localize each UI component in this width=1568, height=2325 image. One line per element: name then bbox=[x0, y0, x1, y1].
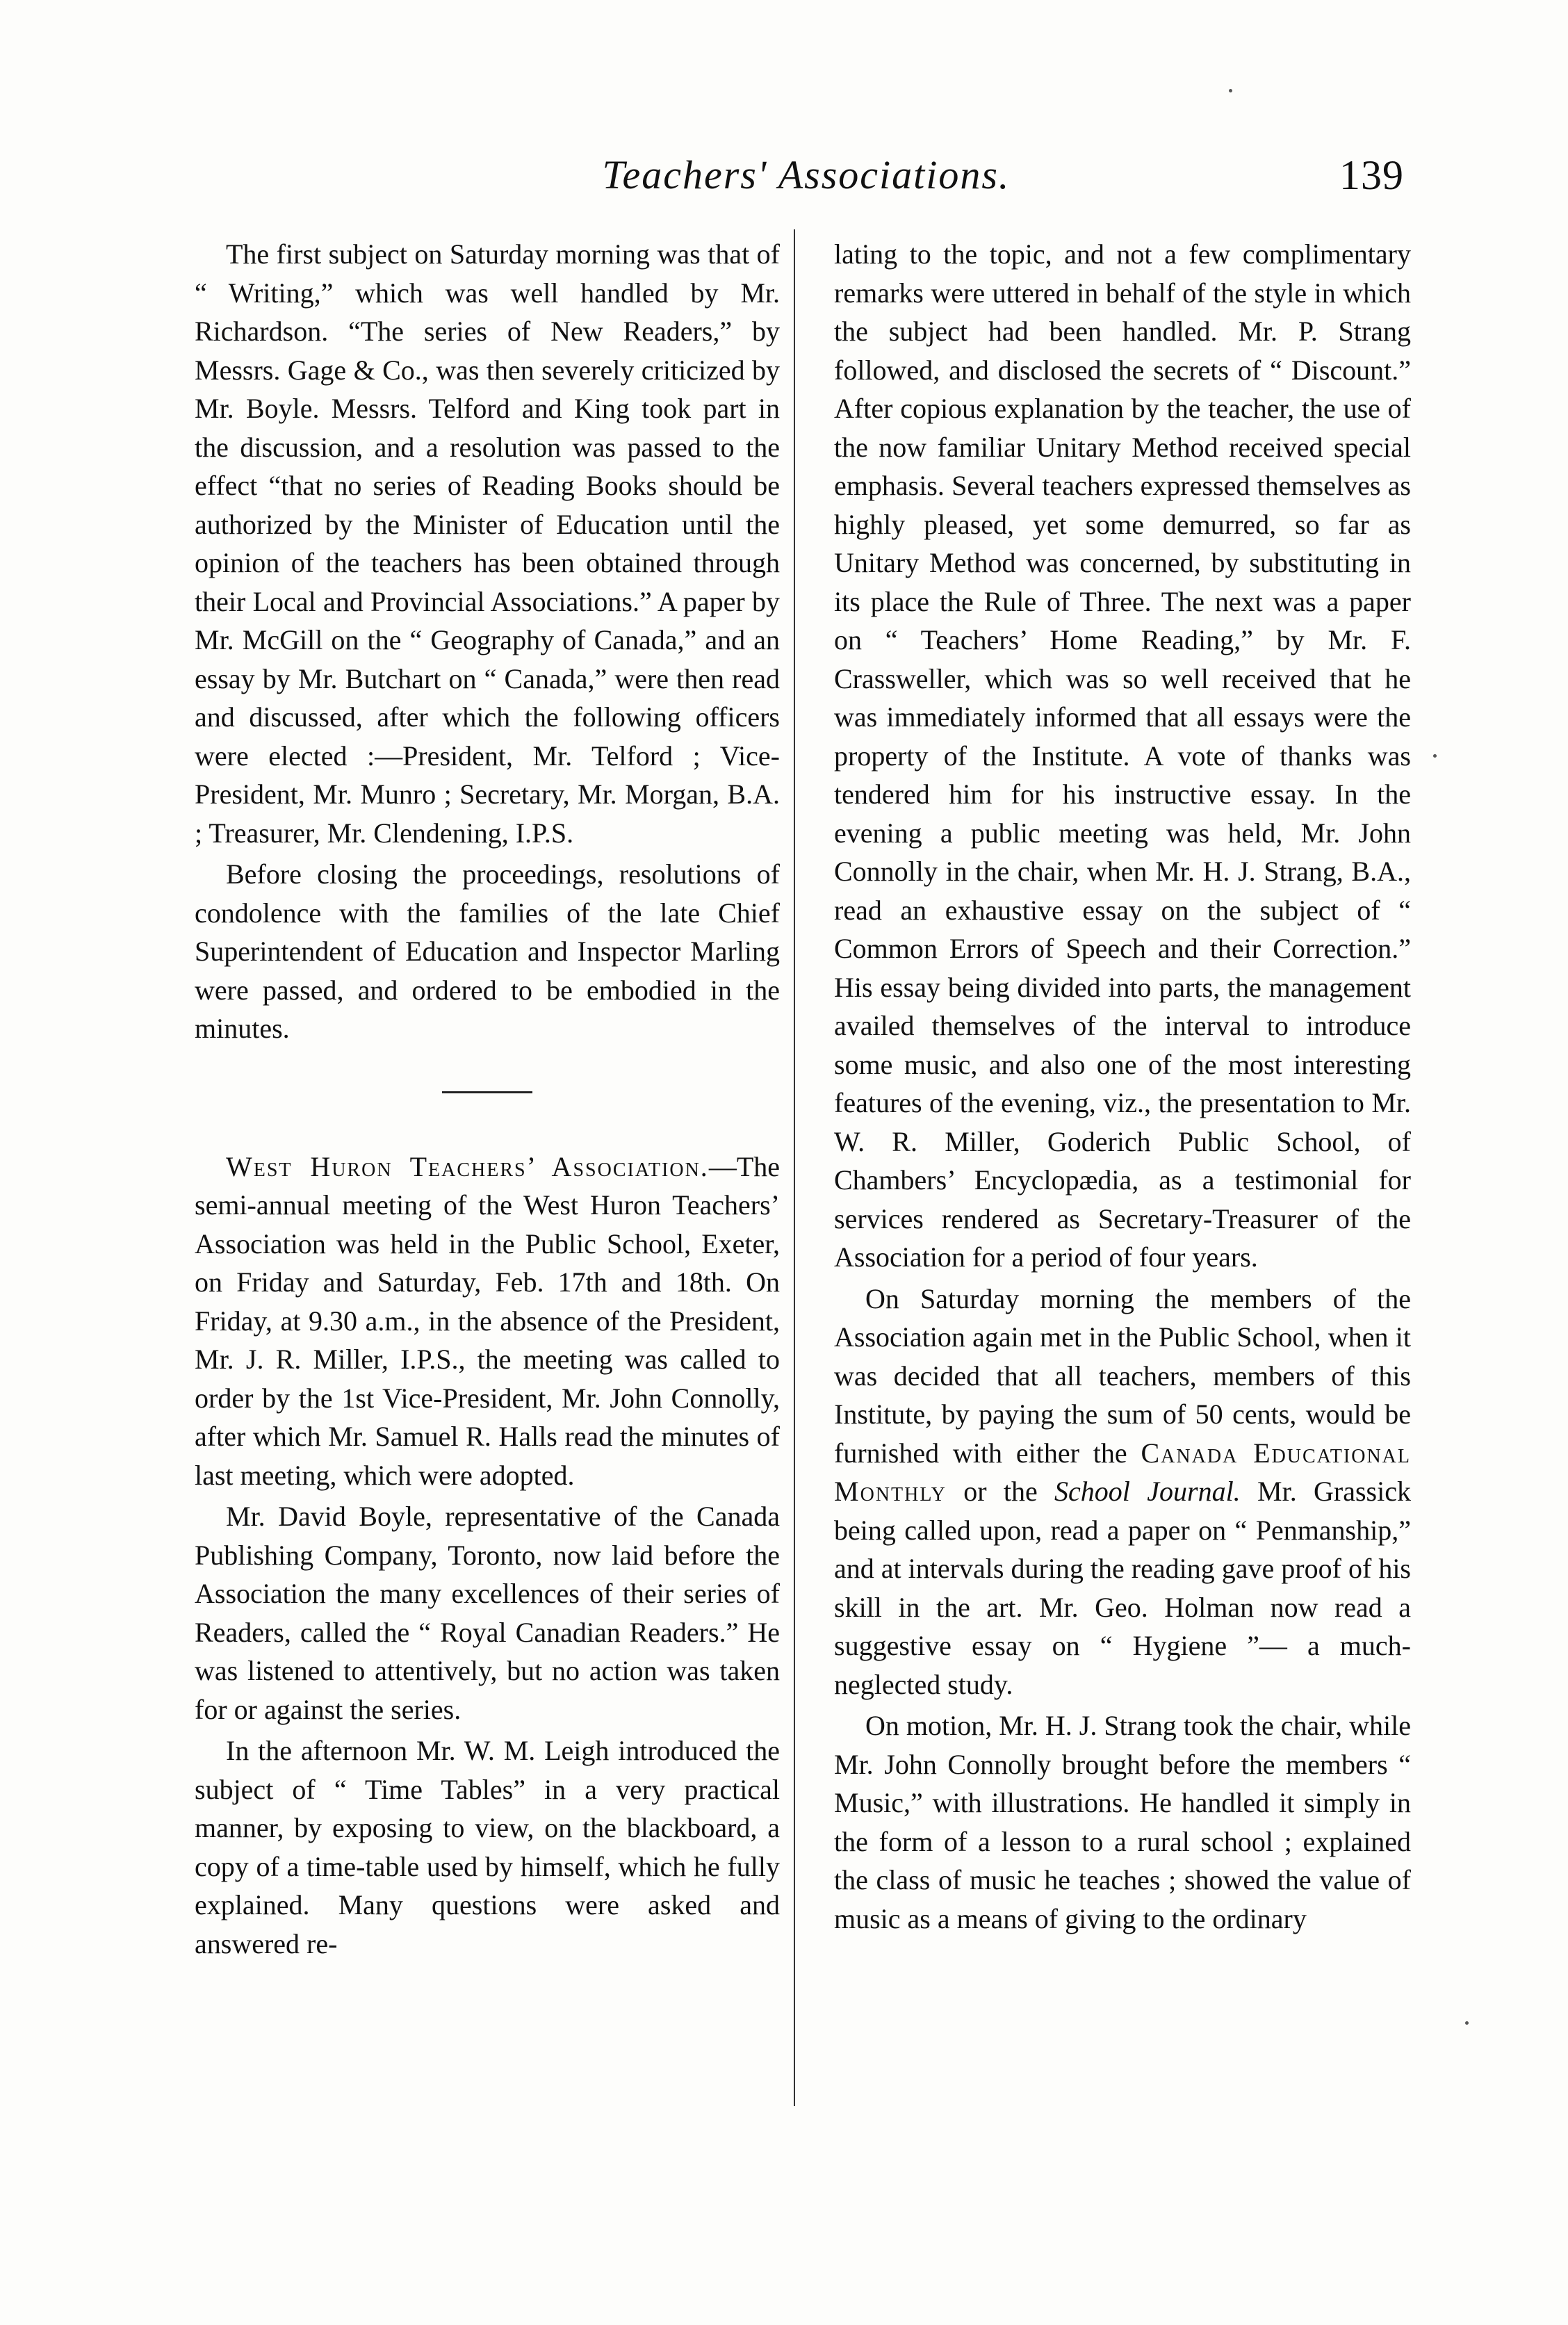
column-rule bbox=[794, 229, 795, 2106]
section-text: —The semi-annual meeting of the West Huron Teachers’ Association was held in the Public School, Exeter, on Friday and Saturday, Feb. 17th and 18th. On Friday, at 9.30 a.m., in the absence of the President, Mr. J. R. Miller, I.P.S., the meeting was called to order by the 1st Vice-President, Mr. John Connolly, after which Mr. Samuel R. Halls read the minutes of last meeting, which were adopted. bbox=[195, 1150, 780, 1491]
right-column bbox=[834, 235, 1411, 1938]
section-divider bbox=[442, 1091, 532, 1093]
journal-title: School Journal. bbox=[1054, 1476, 1241, 1507]
text-run: or the bbox=[946, 1476, 1055, 1507]
text-run: On Saturday morning the members of the Association again met in the Public School, when it was decided that all teachers, members of this Institute, by paying the sum of 50 cents, would be furnished with either the bbox=[834, 1282, 1411, 1469]
ink-speck bbox=[1465, 2021, 1469, 2025]
text-run: Mr. Grassick being called upon, read a paper on “ Penmanship,” and at intervals during the reading gave proof of his skill in the art. Mr. Geo. Holman now read a suggestive essay on “ Hygiene ”— a much-neglected study. bbox=[834, 1476, 1411, 1700]
page-number: 139 bbox=[1339, 152, 1404, 198]
paragraph bbox=[834, 1280, 1411, 1704]
running-title: Teachers' Associations. bbox=[602, 152, 1011, 197]
paragraph: On motion, Mr. H. J. Strang took the chair, while Mr. John Connolly brought before the members “ Music,” with illustrations. He handled it simply in the form of a lesson to a rural school ; explained the class of music he teaches ; showed the value of music as a means of giving to the ordinary bbox=[834, 1710, 1411, 1934]
section-paragraph bbox=[195, 1148, 780, 1495]
paragraph: Before closing the proceedings, resolutions of condolence with the families of the late Chief Superintendent of Education and Inspector Marling were passed, and ordered to be embodied in the minutes. bbox=[195, 858, 780, 1044]
paragraph: Mr. David Boyle, representative of the Canada Publishing Company, Toronto, now laid before the Association the many excellences of their series of Readers, called the “ Royal Canadian Readers.” He was listened to attentively, but no action was taken for or against the series. bbox=[195, 1501, 780, 1725]
running-head bbox=[209, 152, 1404, 207]
paragraph-continued: lating to the topic, and not a few complimentary remarks were uttered in behalf of the style in which the subject had been handled. Mr. P. Strang followed, and disclosed the secrets of “ Discount.” After copious explanation by the teacher, the use of the now familiar Unitary Method received special emphasis. Several teachers expressed themselves as highly pleased, yet some demurred, so far as Unitary Method was concerned, by substituting in its place the Rule of Three. The next was a paper on “ Teachers’ Home Reading,” by Mr. F. Crassweller, which was so well received that he was immediately informed that all essays were the property of the Institute. A vote of thanks was tendered him for his instructive essay. In the evening a public meeting was held, Mr. John Connolly in the chair, when Mr. H. J. Strang, B.A., read an exhaustive essay on the subject of “ Common Errors of Speech and their Correction.” His essay being divided into parts, the management availed themselves of the interval to introduce some music, and also one of the most interesting features of the evening, viz., the presentation to Mr. W. R. Miller, Goderich Public School, of Chambers’ Encyclopædia, as a testimonial for services rendered as Secretary-Treasurer of the Association for a period of four years. bbox=[834, 238, 1411, 1273]
left-column bbox=[195, 235, 780, 1963]
paragraph: The first subject on Saturday morning was that of “ Writing,” which was well handled by Mr. Richardson. “The series of New Readers,” by Messrs. Gage & Co., was then severely criticized by Mr. Boyle. Messrs. Telford and King took part in the discussion, and a resolution was passed to the effect “that no series of Reading Books should be authorized by the Minister of Education until the opinion of the teachers has been obtained through their Local and Provincial Associations.” A paper by Mr. McGill on the “ Geography of Canada,” and an essay by Mr. Butchart on “ Canada,” were then read and discussed, after which the following officers were elected :—President, Mr. Telford ; Vice-President, Mr. Munro ; Secretary, Mr. Morgan, B.A. ; Treasurer, Mr. Clendening, I.P.S. bbox=[195, 238, 780, 849]
section-heading: West Huron Teachers’ Association. bbox=[226, 1150, 709, 1182]
ink-speck bbox=[1229, 89, 1232, 92]
ink-speck bbox=[1433, 754, 1437, 758]
paragraph: In the afternoon Mr. W. M. Leigh introduced the subject of “ Time Tables” in a very practical manner, by exposing to view, on the blackboard, a copy of a time-table used by himself, which he fully explained. Many questions were asked and answered re- bbox=[195, 1735, 780, 1959]
journal-title: Canada Educational Monthly bbox=[834, 1437, 1411, 1507]
